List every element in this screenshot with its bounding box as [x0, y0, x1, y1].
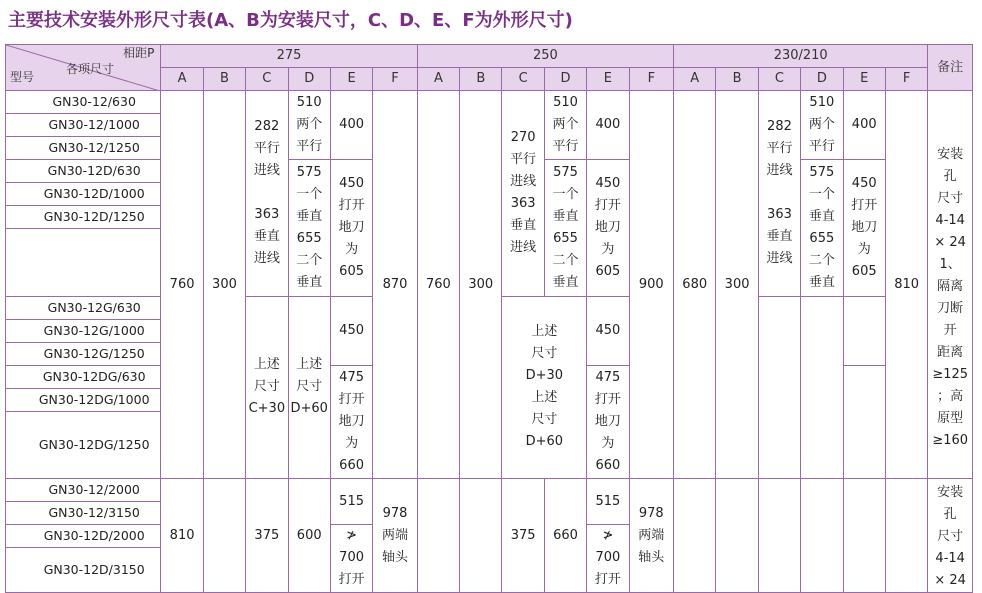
- cell-d-575: 575 一个 垂直 655 二个 垂直: [288, 160, 330, 297]
- col-f: F: [373, 68, 417, 91]
- col-f: F: [629, 68, 673, 91]
- col-c: C: [758, 68, 800, 91]
- model-cell: GN30-12DG/1000: [6, 388, 161, 411]
- cell-b-300: 300: [203, 91, 245, 479]
- cell-c-375-b: 375: [502, 479, 544, 593]
- cell-c-282: 282 平行 进线 363 垂直 进线: [246, 91, 288, 297]
- col-d: D: [801, 68, 843, 91]
- model-cell: GN30-12/1000: [6, 114, 161, 137]
- corner-model-label: 型号: [10, 70, 35, 84]
- model-cell: GN30-12DG/1250: [6, 411, 161, 479]
- cell-d-g2: 上述 尺寸 D+60: [288, 296, 330, 479]
- table-row: [6, 479, 973, 502]
- page-title: 主要技术安装外形尺寸表(A、B为安装尺寸，C、D、E、F为外形尺寸): [8, 10, 573, 31]
- cell-c-282-c: 282 平行 进线 363 垂直 进线: [758, 91, 800, 297]
- col-e: E: [843, 68, 885, 91]
- cell-e-empty-c: [843, 296, 885, 365]
- col-d: D: [544, 68, 586, 91]
- header-corner: [6, 45, 161, 91]
- col-b: B: [203, 68, 245, 91]
- cell-e-400-b: 400: [587, 91, 629, 160]
- header-row-groups: [6, 45, 973, 68]
- group-header-275: 275: [161, 45, 417, 68]
- model-cell: GN30-12G/630: [6, 296, 161, 319]
- model-cell: GN30-12DG/630: [6, 365, 161, 388]
- cell-e-450-plain-b: 450: [587, 296, 629, 365]
- cell-a-810: 810: [161, 479, 203, 593]
- cell-d-510: 510 两个 平行: [288, 91, 330, 160]
- cell-e-450-c: 450 打开 地刀 为 605: [843, 160, 885, 297]
- cell-d-575-c: 575 一个 垂直 655 二个 垂直: [801, 160, 843, 297]
- cell-e-700: ≯ 700 打开: [330, 525, 372, 593]
- cell-d-575-b: 575 一个 垂直 655 二个 垂直: [544, 160, 586, 297]
- col-f: F: [885, 68, 927, 91]
- cell-a-empty-b: [417, 479, 459, 593]
- cell-a-empty-c: [674, 479, 716, 593]
- group-header-250: 250: [417, 45, 673, 68]
- model-cell: GN30-12D/3150: [6, 548, 161, 593]
- cell-f-810: 810: [885, 91, 927, 479]
- col-a: A: [674, 68, 716, 91]
- cell-d-empty-c3: [801, 479, 843, 593]
- cell-f-empty-c3: [885, 479, 927, 593]
- cell-c-empty-c3: [758, 479, 800, 593]
- col-b: B: [716, 68, 758, 91]
- cell-a-760: 760: [161, 91, 203, 479]
- cell-c-270: 270 平行 进线 363 垂直 进线: [502, 91, 544, 297]
- cell-d-empty-c: [801, 296, 843, 479]
- model-cell: GN30-12D/1000: [6, 183, 161, 206]
- cell-c-empty-c: [758, 296, 800, 479]
- col-c: C: [246, 68, 288, 91]
- model-cell: GN30-12/1250: [6, 137, 161, 160]
- model-cell: GN30-12D/630: [6, 160, 161, 183]
- model-cell: GN30-12D/2000: [6, 525, 161, 548]
- col-d: D: [288, 68, 330, 91]
- cell-e-400-c: 400: [843, 91, 885, 160]
- col-a: A: [161, 68, 203, 91]
- col-e: E: [587, 68, 629, 91]
- cell-e-475: 475 打开 地刀 为 660: [330, 365, 372, 479]
- cell-e-450-b: 450 打开 地刀 为 605: [587, 160, 629, 297]
- cell-b-empty: [203, 479, 245, 593]
- model-cell: GN30-12/2000: [6, 479, 161, 502]
- cell-f-978-b: 978 两端 轴头: [629, 479, 673, 593]
- cell-a-760-b: 760: [417, 91, 459, 479]
- model-cell: GN30-12D/1250: [6, 206, 161, 229]
- group-header-230-210: 230/210: [674, 45, 928, 68]
- cell-d-660-b: 660: [544, 479, 586, 593]
- cell-a-680: 680: [674, 91, 716, 479]
- cell-e-400: 400: [330, 91, 372, 160]
- cell-d-510-b: 510 两个 平行: [544, 91, 586, 160]
- cell-e-empty-c2: [843, 365, 885, 479]
- cell-d-600: 600: [288, 479, 330, 593]
- cell-e-700-b: ≯ 700 打开: [587, 525, 629, 593]
- corner-pitch-label: 相距P: [123, 46, 155, 60]
- cell-e-475-b: 475 打开 地刀 为 660: [587, 365, 629, 479]
- remarks-cell-1: 安装 孔 尺寸 4-14 × 24 1、 隔离 刀断 开 距离 ≥125 ；高 原型 ≥160: [928, 91, 973, 479]
- cell-f-870: 870: [373, 91, 417, 479]
- cell-e-450: 450 打开 地刀 为 605: [330, 160, 372, 297]
- cell-b-300-b: 300: [460, 91, 502, 479]
- cell-f-978: 978 两端 轴头: [373, 479, 417, 593]
- cell-e-515-b: 515: [587, 479, 629, 525]
- model-cell-empty: [6, 229, 161, 297]
- corner-dims-label: 各项尺寸: [66, 62, 115, 76]
- col-c: C: [502, 68, 544, 91]
- cell-c-g2: 上述 尺寸 C+30: [246, 296, 288, 479]
- remarks-header: 备注: [928, 45, 973, 91]
- cell-d-510-c: 510 两个 平行: [801, 91, 843, 160]
- model-cell: GN30-12G/1000: [6, 319, 161, 342]
- remarks-cell-2: 安装 孔 尺寸 4-14 × 24: [928, 479, 973, 593]
- col-a: A: [417, 68, 459, 91]
- cell-cd-g2-b: 上述 尺寸 D+30 上述 尺寸 D+60: [502, 296, 587, 479]
- cell-e-515: 515: [330, 479, 372, 525]
- col-b: B: [460, 68, 502, 91]
- cell-e-empty-c3: [843, 479, 885, 593]
- cell-f-900: 900: [629, 91, 673, 479]
- model-cell: GN30-12/630: [6, 91, 161, 114]
- col-e: E: [330, 68, 372, 91]
- model-cell: GN30-12G/1250: [6, 342, 161, 365]
- cell-c-375: 375: [246, 479, 288, 593]
- model-cell: GN30-12/3150: [6, 502, 161, 525]
- table-row: [6, 91, 973, 114]
- cell-b-300-c: 300: [716, 91, 758, 479]
- spec-table: [5, 44, 973, 593]
- cell-b-empty-b: [460, 479, 502, 593]
- cell-b-empty-c: [716, 479, 758, 593]
- cell-e-450-plain: 450: [330, 296, 372, 365]
